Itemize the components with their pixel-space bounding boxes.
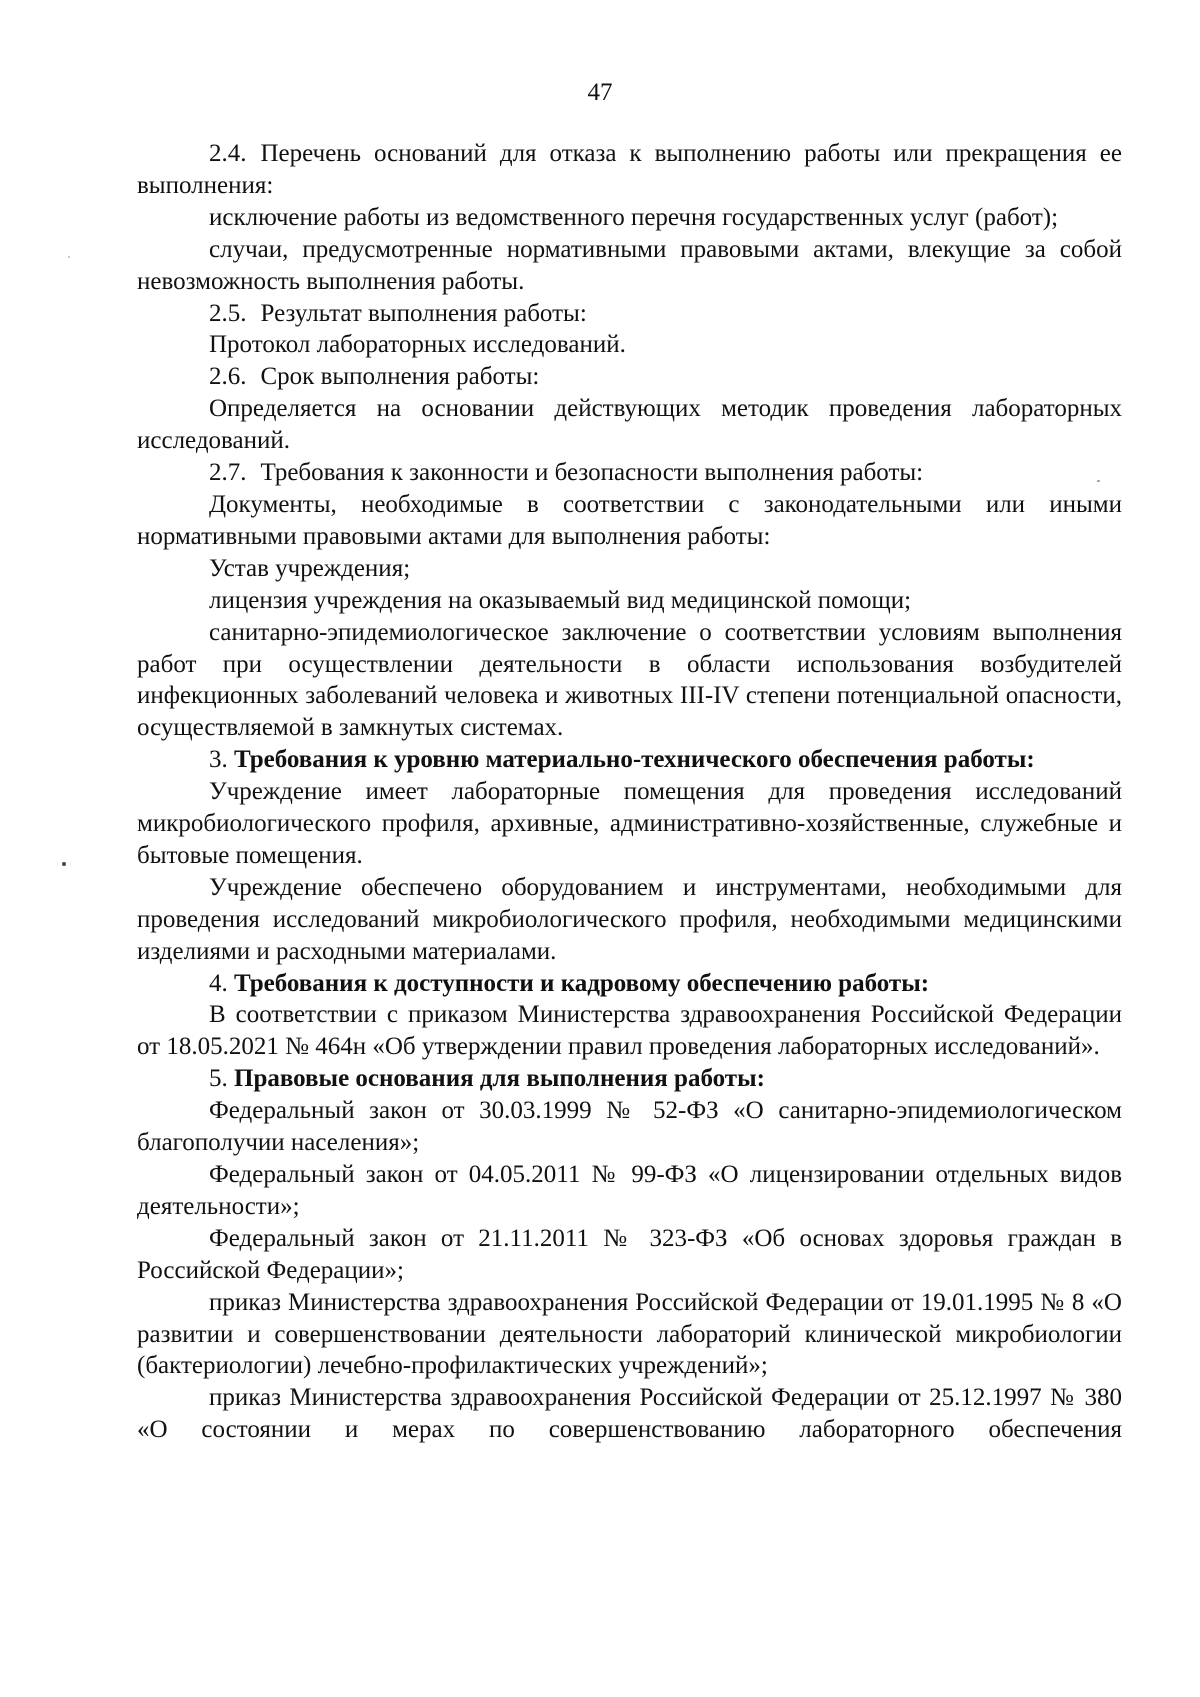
scan-speck bbox=[68, 256, 70, 258]
paragraph-order-380 bbox=[137, 1382, 1122, 1446]
paragraph-text: Требования к законности и безопасности выполнения работы: bbox=[260, 459, 924, 487]
paragraph-text: Учреждение обеспечено оборудованием и инструментами, необходимыми для проведения исследований микробиологического профиля, необходимыми медицинскими изделиями и расходными материалами. bbox=[137, 873, 1122, 965]
section-number: 4. bbox=[209, 969, 228, 997]
paragraph-text: приказ Министерства здравоохранения Российской Федерации от 25.12.1997 № 380 «О состоянии и мерах по совершенствованию лабораторного обеспечения bbox=[137, 1384, 1122, 1444]
paragraph-text: исключение работы из ведомственного перечня государственных услуг (работ); bbox=[209, 203, 1059, 231]
paragraph-protocol bbox=[137, 329, 1122, 361]
paragraph-term bbox=[137, 393, 1122, 457]
section-5-heading bbox=[137, 1063, 1122, 1095]
paragraph-cases bbox=[137, 234, 1122, 298]
paragraph-text: В соответствии с приказом Министерства здравоохранения Российской Федерации от 18.05.2021 № 464н «Об утверждении правил проведения лабораторных исследований». bbox=[137, 1001, 1122, 1061]
paragraph-text: Учреждение имеет лабораторные помещения для проведения исследований микробиологического профиля, архивные, административно-хозяйственные, служебные и бытовые помещения. bbox=[137, 778, 1122, 869]
paragraph-text: Федеральный закон от 30.03.1999 № 52-ФЗ «О санитарно-эпидемиологическом благополучии населения»; bbox=[137, 1097, 1122, 1157]
paragraph-text: санитарно-эпидемиологическое заключение о соответствии условиям выполнения работ при осуществлении деятельности в области использования возбудителей инфекционных заболеваний человека и животных III-IV степени потенциальной опасности, осуществляемой в замкнутых системах. bbox=[137, 618, 1122, 742]
paragraph-law-52fz bbox=[137, 1095, 1122, 1159]
paragraph-documents bbox=[137, 489, 1122, 553]
paragraph-text: Федеральный закон от 04.05.2011 № 99-ФЗ «О лицензировании отдельных видов деятельности»; bbox=[137, 1161, 1122, 1220]
section-3-heading bbox=[137, 744, 1122, 776]
paragraph-2-6 bbox=[137, 361, 1122, 393]
document-body bbox=[137, 138, 1122, 1446]
paragraph-text: Документы, необходимые в соответствии с законодательными или иными нормативными правовыми актами для выполнения работы: bbox=[137, 490, 1122, 550]
paragraph-law-99fz bbox=[137, 1159, 1122, 1223]
scan-speck bbox=[62, 862, 66, 866]
paragraph-law-323fz bbox=[137, 1223, 1122, 1287]
paragraph-order-8 bbox=[137, 1287, 1122, 1383]
paragraph-2-4 bbox=[137, 138, 1122, 202]
paragraph-order-464n bbox=[137, 999, 1122, 1063]
paragraph-charter bbox=[137, 553, 1122, 585]
paragraph-license bbox=[137, 585, 1122, 617]
section-title: Требования к уровню материально-технического обеспечения работы: bbox=[234, 746, 1035, 774]
section-number: 2.7. bbox=[209, 459, 247, 487]
paragraph-premises bbox=[137, 776, 1122, 872]
section-number: 2.4. bbox=[209, 140, 247, 167]
paragraph-equipment bbox=[137, 872, 1122, 968]
paragraph-text: Результат выполнения работы: bbox=[260, 299, 587, 327]
section-number: 3. bbox=[209, 746, 228, 774]
section-4-heading bbox=[137, 968, 1122, 1000]
paragraph-2-5 bbox=[137, 298, 1122, 330]
paragraph-text: Федеральный закон от 21.11.2011 № 323-ФЗ «Об основах здоровья граждан в Российской Федерации»; bbox=[137, 1224, 1122, 1284]
section-number: 5. bbox=[209, 1065, 228, 1093]
page-number: 47 bbox=[587, 79, 613, 106]
scan-speck bbox=[1097, 480, 1100, 482]
paragraph-text: случаи, предусмотренные нормативными правовыми актами, влекущие за собой невозможность выполнения работы. bbox=[137, 235, 1122, 295]
paragraph-text: лицензия учреждения на оказываемый вид медицинской помощи; bbox=[209, 586, 912, 614]
section-number: 2.6. bbox=[209, 363, 247, 391]
paragraph-text: приказ Министерства здравоохранения Российской Федерации от 19.01.1995 № 8 «О развитии и совершенствовании деятельности лабораторий клинической микробиологии (бактериологии) лечебно-профилактических учреждений»; bbox=[137, 1288, 1122, 1380]
section-number: 2.5. bbox=[209, 299, 247, 327]
paragraph-exclusion bbox=[137, 202, 1122, 234]
paragraph-text: Протокол лабораторных исследований. bbox=[209, 331, 626, 359]
paragraph-text: Устав учреждения; bbox=[209, 554, 411, 582]
paragraph-text: Определяется на основании действующих методик проведения лабораторных исследований. bbox=[137, 395, 1122, 455]
paragraph-text: Срок выполнения работы: bbox=[260, 363, 540, 391]
paragraph-text: Перечень оснований для отказа к выполнению работы или прекращения ее выполнения: bbox=[137, 140, 1122, 199]
section-title: Правовые основания для выполнения работы: bbox=[234, 1065, 765, 1093]
section-title: Требования к доступности и кадровому обеспечению работы: bbox=[234, 969, 930, 997]
paragraph-2-7 bbox=[137, 457, 1122, 489]
paragraph-sanitary-conclusion bbox=[137, 617, 1122, 745]
